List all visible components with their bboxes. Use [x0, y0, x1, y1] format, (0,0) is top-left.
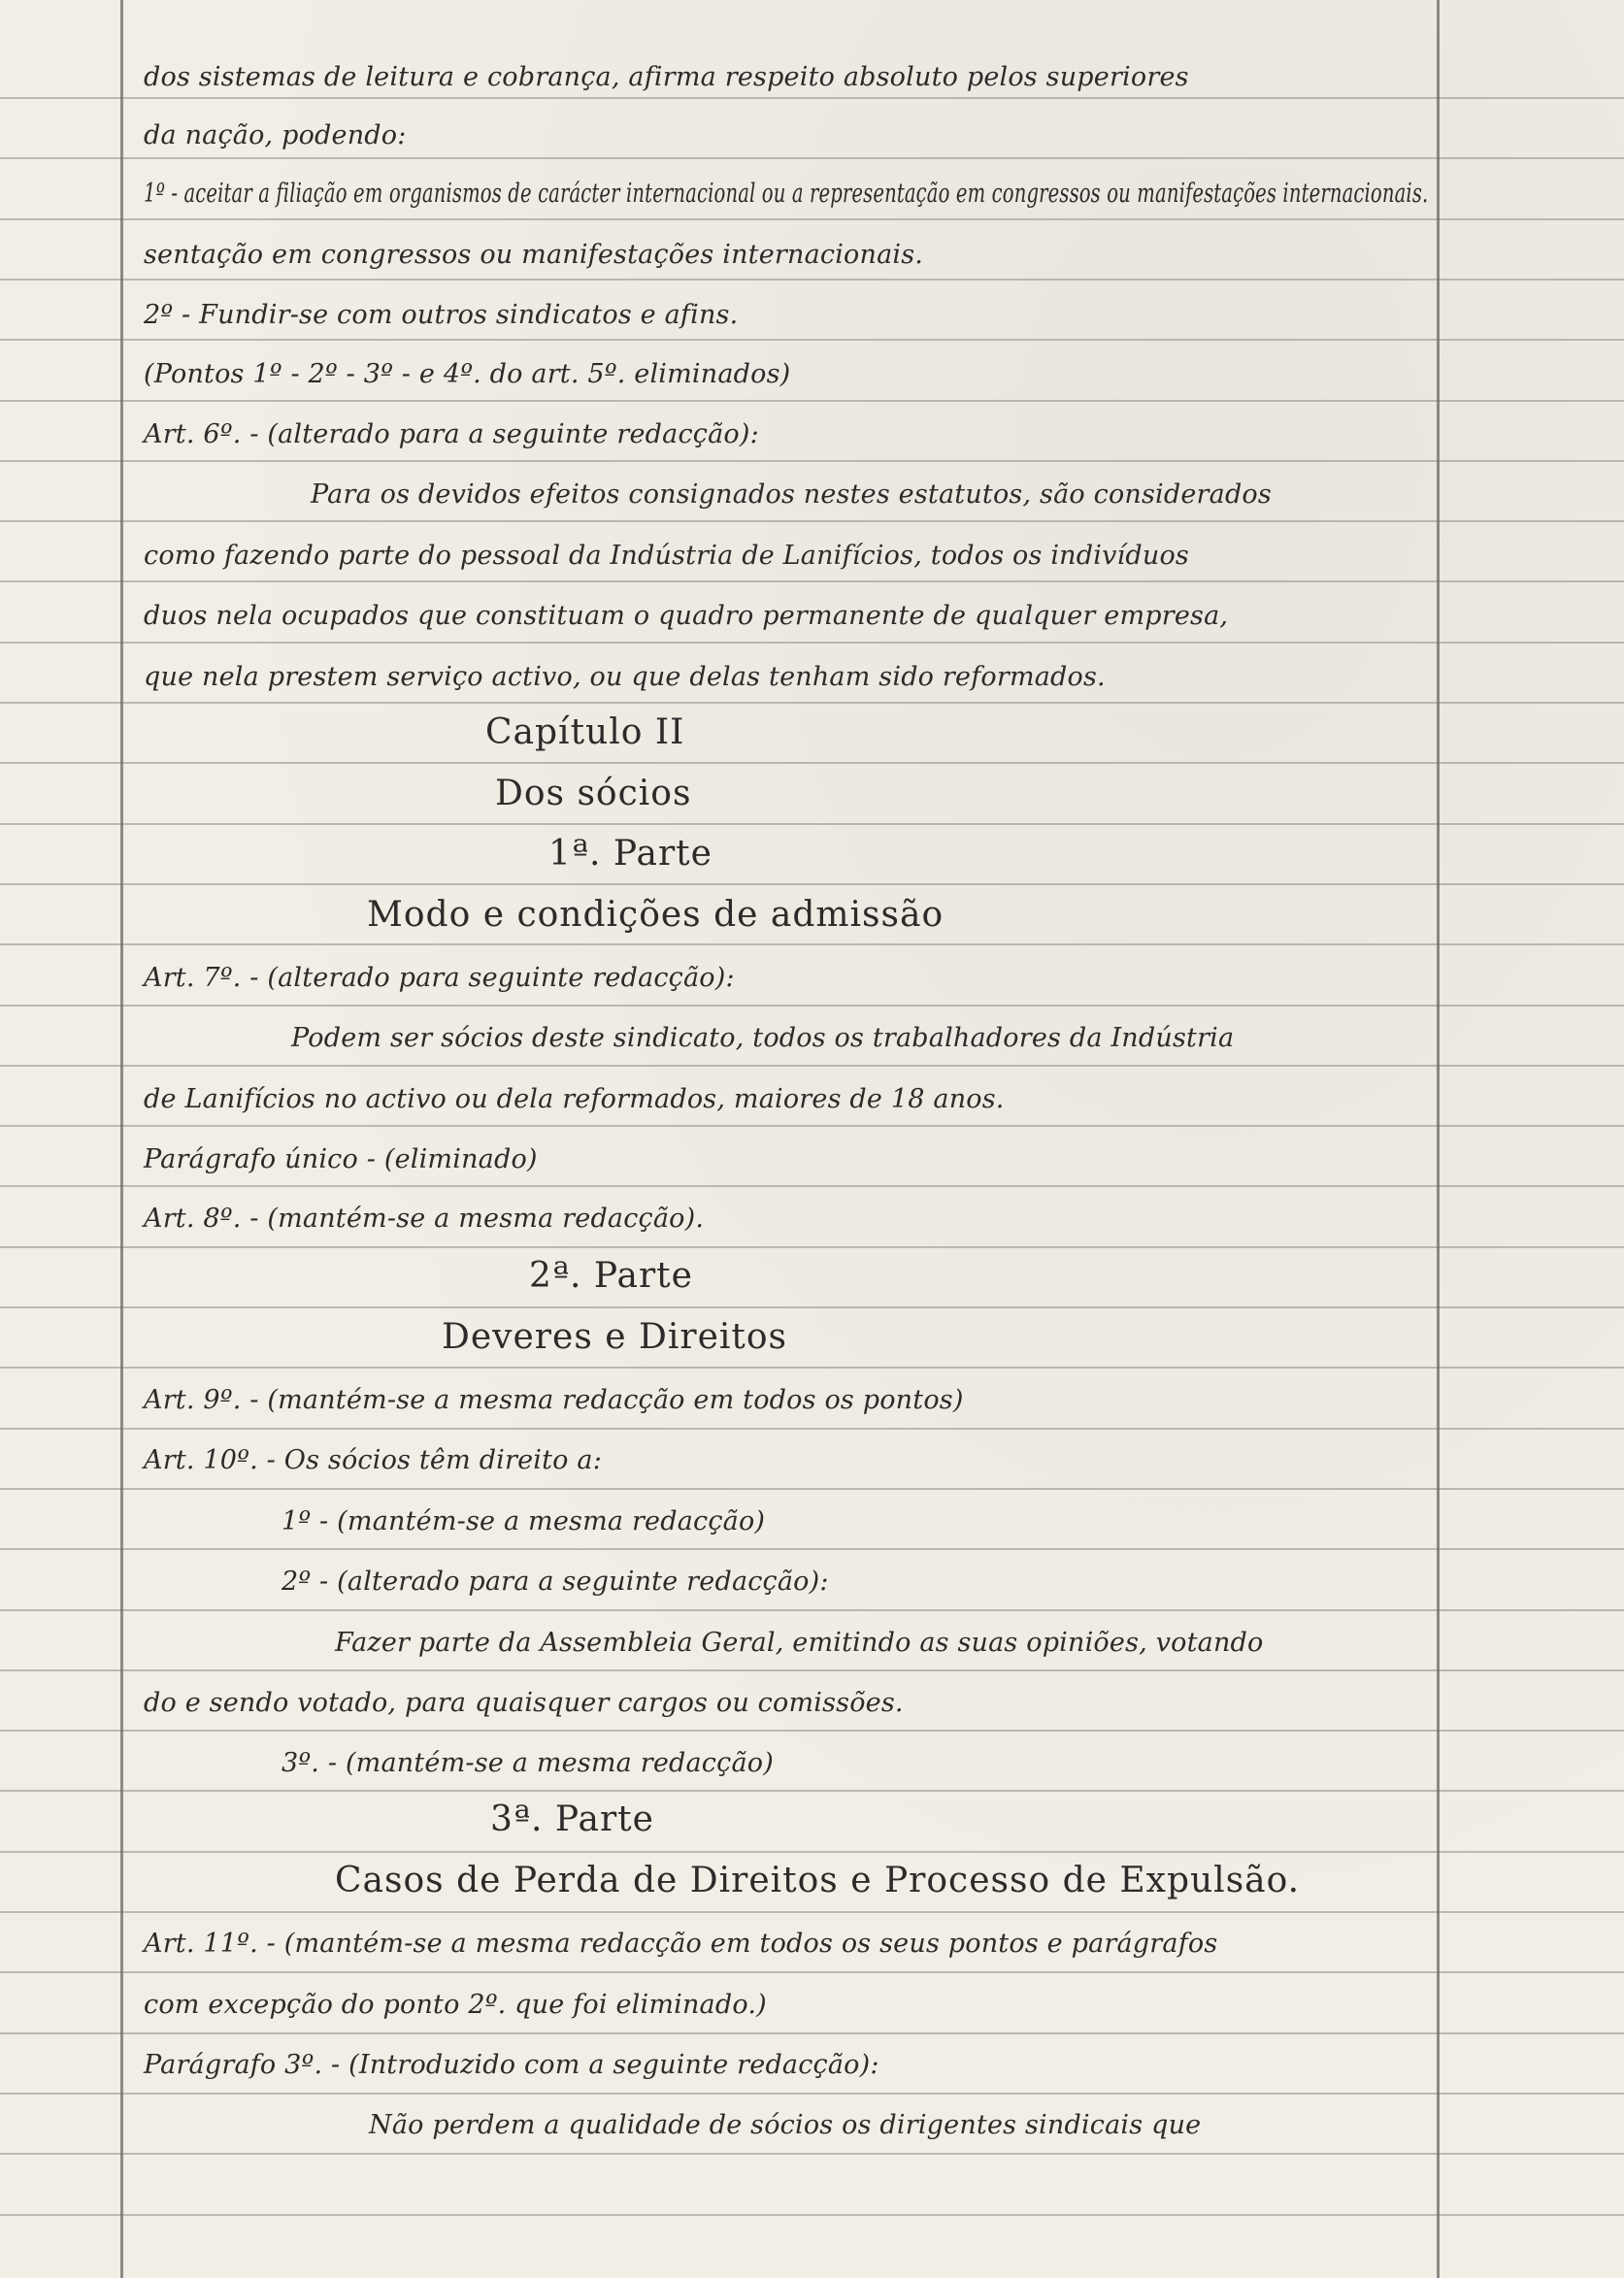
text-line: Parágrafo único - (eliminado) [144, 1144, 538, 1174]
text-line: Art. 8º. - (mantém-se a mesma redacção). [144, 1204, 705, 1234]
ruled-line [0, 1851, 1624, 1853]
ruled-line [0, 1005, 1624, 1007]
ruled-line [0, 2153, 1624, 2155]
ruled-line [0, 2032, 1624, 2034]
ruled-line [0, 520, 1624, 522]
ruled-line [0, 1246, 1624, 1248]
text-line: 3º. - (mantém-se a mesma redacção) [282, 1748, 774, 1778]
text-line: (Pontos 1º - 2º - 3º - e 4º. do art. 5º. eliminados) [144, 359, 791, 389]
ruled-line [0, 1125, 1624, 1127]
ruled-line [0, 1911, 1624, 1913]
text-line: dos sistemas de leitura e cobrança, afirma respeito absoluto pelos superiores [144, 62, 1189, 92]
section-heading: 1ª. Parte [548, 834, 713, 874]
text-line: de Lanifícios no activo ou dela reformados, maiores de 18 anos. [144, 1084, 1005, 1114]
ruled-line [0, 1428, 1624, 1430]
ruled-line [0, 1790, 1624, 1792]
section-heading: Capítulo II [485, 712, 685, 752]
text-line: Fazer parte da Assembleia Geral, emitindo as suas opiniões, votando [335, 1628, 1264, 1658]
ruled-line [0, 1306, 1624, 1308]
ruled-line [0, 883, 1624, 885]
section-heading: Casos de Perda de Direitos e Processo de Expulsão. [335, 1861, 1301, 1900]
ruled-line [0, 943, 1624, 945]
ruled-line [0, 460, 1624, 462]
ruled-line [0, 1367, 1624, 1369]
right-margin-line [1437, 0, 1440, 2278]
ruled-line [0, 642, 1624, 644]
ruled-line [0, 279, 1624, 281]
text-line: Art. 7º. - (alterado para seguinte redacção): [144, 963, 735, 993]
text-line: Parágrafo 3º. - (Introduzido com a seguinte redacção): [144, 2050, 879, 2080]
ruled-line [0, 97, 1624, 99]
section-heading: Deveres e Direitos [442, 1317, 788, 1357]
text-line: Podem ser sócios deste sindicato, todos os trabalhadores da Indústria [291, 1023, 1235, 1053]
section-heading: 2ª. Parte [529, 1256, 693, 1296]
text-line: 2º - Fundir-se com outros sindicatos e afins. [144, 300, 739, 330]
text-line: Art. 6º. - (alterado para a seguinte redacção): [144, 419, 759, 449]
ruled-line [0, 580, 1624, 582]
ruled-line [0, 702, 1624, 704]
ruled-line [0, 1548, 1624, 1550]
ruled-line [0, 1065, 1624, 1067]
section-heading: Modo e condições de admissão [367, 895, 945, 935]
ruled-line [0, 2093, 1624, 2095]
ruled-line [0, 1185, 1624, 1187]
text-line: como fazendo parte do pessoal da Indústria de Lanifícios, todos os indivíduos [144, 541, 1189, 571]
ruled-line [0, 1669, 1624, 1671]
ruled-line [0, 823, 1624, 825]
text-line: duos nela ocupados que constituam o quadro permanente de qualquer empresa, [144, 601, 1229, 631]
ruled-line [0, 400, 1624, 402]
ruled-line [0, 339, 1624, 341]
text-line: Art. 11º. - (mantém-se a mesma redacção em todos os seus pontos e parágrafos [144, 1929, 1218, 1959]
text-line: 1º - aceitar a filiação em organismos de carácter internacional ou a representação em congressos ou manifestações internacionais. [144, 179, 1429, 209]
text-line: que nela prestem serviço activo, ou que delas tenham sido reformados. [144, 662, 1106, 692]
ruled-line [0, 218, 1624, 220]
ruled-line [0, 1488, 1624, 1490]
section-heading: Dos sócios [495, 774, 692, 813]
text-line: com excepção do ponto 2º. que foi eliminado.) [144, 1990, 767, 2020]
text-line: Art. 10º. - Os sócios têm direito a: [144, 1445, 603, 1475]
text-line: do e sendo votado, para quaisquer cargos ou comissões. [144, 1688, 904, 1718]
ruled-line [0, 1730, 1624, 1732]
ruled-line [0, 762, 1624, 764]
text-line: Não perdem a qualidade de sócios os dirigentes sindicais que [369, 2110, 1202, 2140]
text-line: Art. 9º. - (mantém-se a mesma redacção em todos os pontos) [144, 1385, 964, 1415]
ruled-line [0, 157, 1624, 159]
text-line: 1º - (mantém-se a mesma redacção) [282, 1506, 766, 1536]
left-margin-line [120, 0, 123, 2278]
section-heading: 3ª. Parte [490, 1799, 654, 1839]
text-line: da nação, podendo: [144, 120, 407, 150]
text-line: sentação em congressos ou manifestações internacionais. [144, 240, 924, 270]
ruled-line [0, 1609, 1624, 1611]
text-line: Para os devidos efeitos consignados nestes estatutos, são considerados [311, 479, 1272, 510]
ruled-line [0, 2214, 1624, 2216]
ruled-line [0, 1971, 1624, 1973]
text-line: 2º - (alterado para a seguinte redacção): [282, 1567, 829, 1597]
